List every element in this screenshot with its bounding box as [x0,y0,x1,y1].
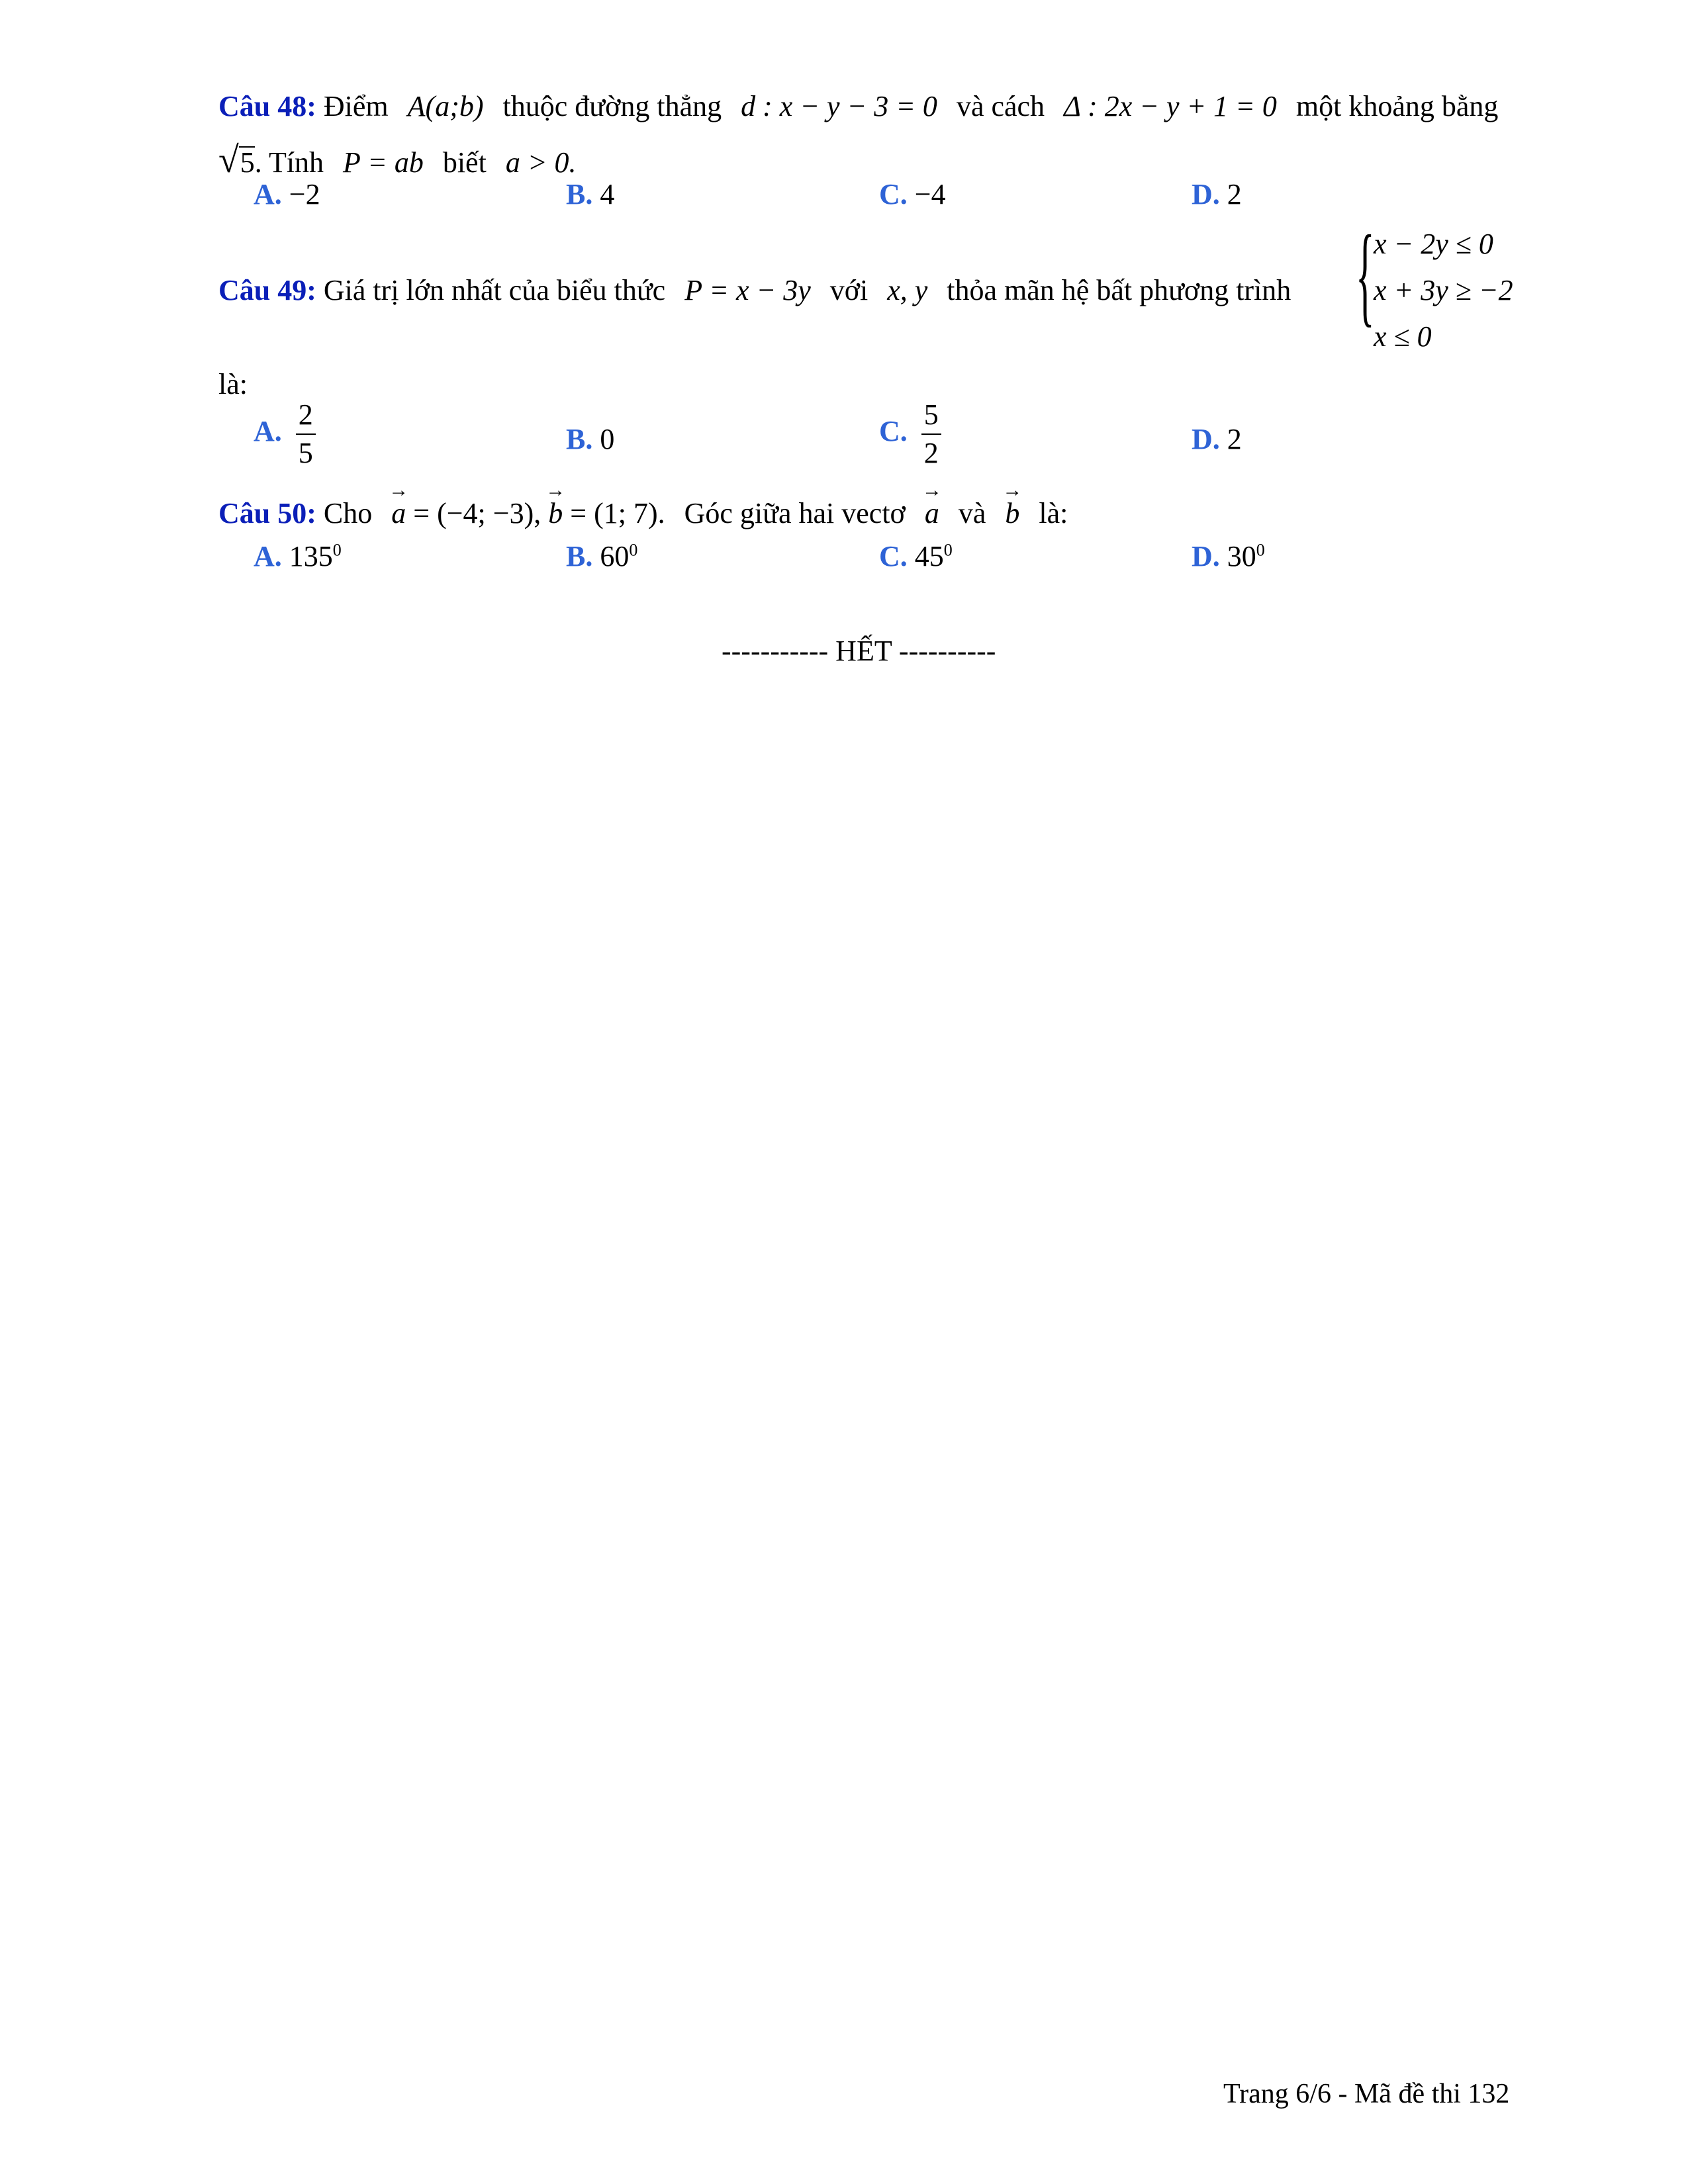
product-expression: P = ab [343,146,424,179]
q49-option-c[interactable] [879,400,941,468]
degree-sup: 0 [332,540,342,560]
question-48-line-1 [218,89,1498,123]
q48-text: và cách [956,90,1045,122]
sqrt-symbol: √ [218,140,239,181]
denominator: 5 [298,437,313,469]
q49-text: thỏa mãn hệ bất phương trình [947,274,1291,306]
q49-option-a[interactable] [254,400,316,468]
option-key: A. [254,178,282,210]
q48-text: một khoảng bằng [1295,90,1499,122]
question-49-line-1 [218,273,1291,307]
q50-text: Cho [323,497,373,529]
end-marker: ----------- HẾT ---------- [722,635,996,667]
expression-p: P = x − 3y [684,274,811,306]
condition: a > 0. [505,146,577,179]
option-key: B. [566,423,593,455]
option-value: 2 [1227,423,1242,455]
denominator: 2 [923,437,939,469]
option-value: 0 [600,423,615,455]
option-key: B. [566,178,593,210]
vector-b-value: = (1; 7). [570,497,665,529]
system-inequality-3: x ≤ 0 [1374,320,1432,353]
q50-option-d[interactable] [1192,539,1265,573]
option-key: C. [879,415,908,448]
sqrt-radicand: 5 [240,146,255,179]
option-value: 135 [289,540,333,572]
q49-option-d[interactable] [1192,422,1242,456]
numerator: 2 [296,400,316,435]
q50-option-a[interactable] [254,539,342,573]
q50-option-b[interactable] [566,539,637,573]
option-value: −2 [289,178,320,210]
option-value: 60 [600,540,630,572]
q50-text: và [958,497,986,529]
fraction [921,400,941,468]
option-key: D. [1192,178,1220,210]
question-48-label: Câu 48: [218,90,316,122]
page-footer: Trang 6/6 - Mã đề thi 132 [1223,2079,1510,2109]
q48-option-c[interactable] [879,177,946,211]
option-value: 2 [1227,178,1242,210]
q48-text: . Tính [254,146,324,179]
system-inequality-2: x + 3y ≥ −2 [1374,274,1513,306]
fraction [296,400,316,468]
option-key: C. [879,540,908,572]
degree-sup: 0 [943,540,953,560]
option-key: A. [254,415,282,448]
question-48-line-2 [218,139,577,181]
q50-option-c[interactable] [879,539,953,573]
question-50-label: Câu 50: [218,497,316,529]
point-a: A(a;b) [407,90,484,122]
option-value: −4 [914,178,946,210]
option-value: 30 [1227,540,1256,572]
system-brace: { [1356,212,1375,337]
vector-a: → a [391,496,406,530]
q48-option-b[interactable] [566,177,614,211]
vector-b: → b [548,496,563,530]
variables: x, y [887,274,928,306]
option-key: C. [879,178,908,210]
line-delta-equation: Δ : 2x − y + 1 = 0 [1064,90,1277,122]
q49-text: Giá trị lớn nhất của biểu thức [323,274,666,306]
option-key: D. [1192,423,1220,455]
q48-option-d[interactable] [1192,177,1242,211]
numerator: 5 [921,400,941,435]
vector-b: → b [1005,496,1019,530]
option-value: 45 [914,540,944,572]
line-d-equation: d : x − y − 3 = 0 [741,90,937,122]
q49-text: với [829,274,868,306]
degree-sup: 0 [1256,540,1265,560]
q48-option-a[interactable] [254,177,320,211]
vector-a: → a [925,496,939,530]
q49-option-b[interactable] [566,422,614,456]
option-value: 4 [600,178,615,210]
option-key: A. [254,540,282,572]
q50-text: là: [1039,497,1068,529]
q48-text: thuộc đường thẳng [502,90,722,122]
option-key: D. [1192,540,1220,572]
degree-sup: 0 [629,540,638,560]
q50-text: Góc giữa hai vectơ [684,497,906,529]
q48-text: Điểm [323,90,389,122]
question-49-label: Câu 49: [218,274,316,306]
system-inequality-1: x − 2y ≤ 0 [1374,228,1493,260]
q48-text: biết [442,146,487,179]
vector-a-value: = (−4; −3), [413,497,541,529]
question-50-line-1 [218,496,1068,530]
option-key: B. [566,540,593,572]
q49-text-end: là: [218,368,248,400]
